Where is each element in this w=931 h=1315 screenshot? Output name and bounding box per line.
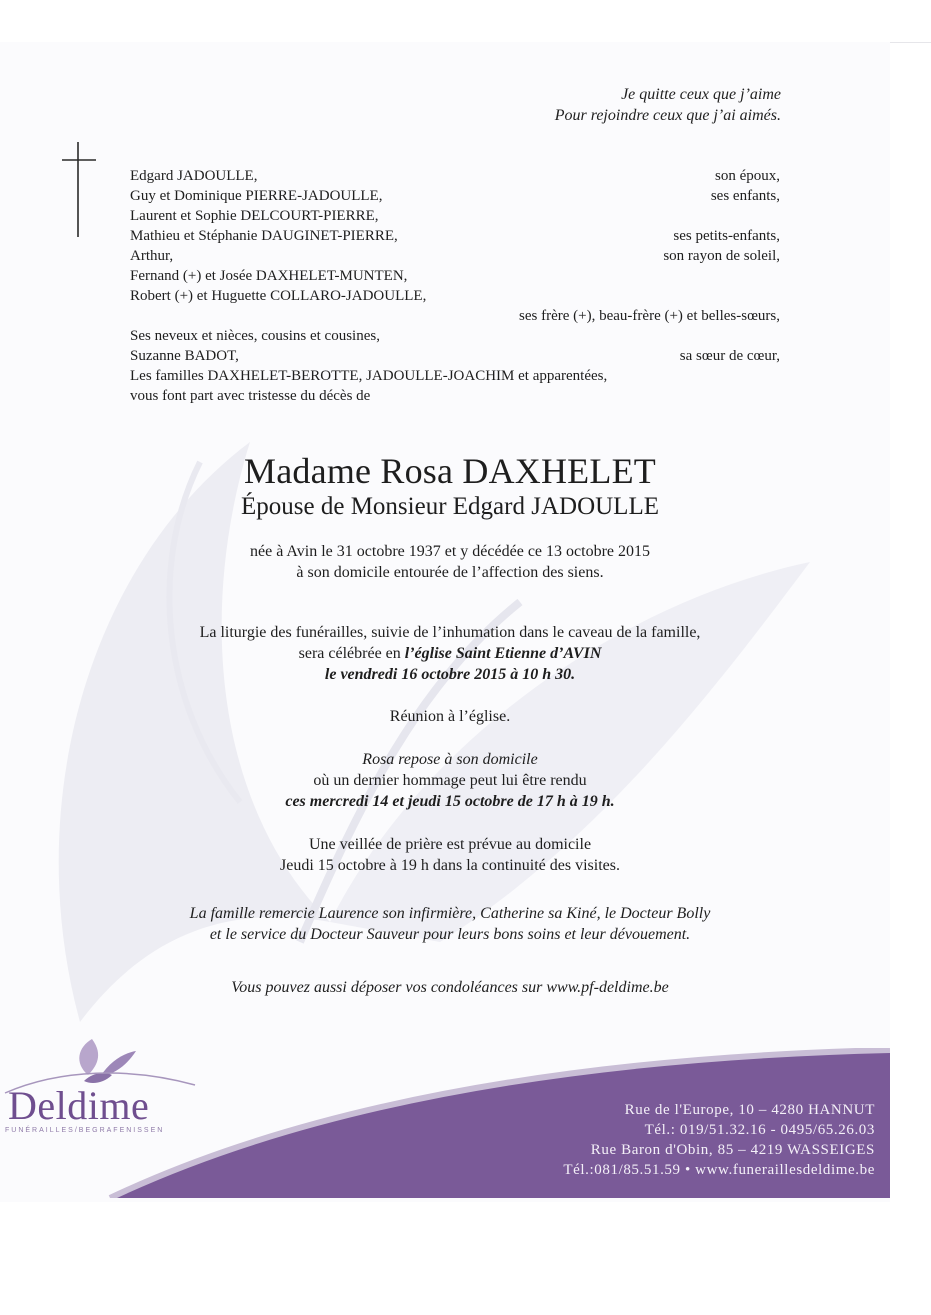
family-row: [130, 346, 780, 366]
family-row: [130, 206, 780, 226]
funeral-line-1: La liturgie des funérailles, suivie de l’inhumation dans le caveau de la famille,: [199, 624, 701, 641]
address-line: Tél.: 019/51.32.16 - 0495/65.26.03: [644, 1122, 875, 1138]
family-name: Arthur,: [130, 248, 174, 264]
family-row: [130, 186, 780, 206]
visitation-line-2: où un dernier hommage peut lui être rendu: [313, 772, 587, 789]
footer-address: [563, 1100, 875, 1180]
family-name: Ses neveux et nièces, cousins et cousines,: [130, 328, 380, 344]
funeral-line-2: [0, 643, 900, 664]
vigil-line-1: Une veillée de prière est prévue au domicile: [308, 836, 592, 853]
vigil-line-2: Jeudi 15 octobre à 19 h dans la continuité des visites.: [280, 857, 620, 874]
visitation-line-1: Rosa repose à son domicile: [362, 751, 538, 768]
family-name: Suzanne BADOT,: [130, 348, 239, 364]
family-row: [130, 166, 780, 186]
visitation-dates: ces mercredi 14 et jeudi 15 octobre de 17 h à 19 h.: [285, 793, 615, 810]
family-relation: ses petits-enfants,: [673, 228, 780, 244]
family-name: Robert (+) et Huguette COLLARO-JADOULLE,: [130, 288, 427, 304]
family-row: [130, 326, 780, 346]
address-line: Tél.:081/85.51.59 • www.funeraillesdeldime.be: [563, 1162, 875, 1178]
family-relation: sa sœur de cœur,: [679, 348, 780, 364]
family-name: vous font part avec tristesse du décès de: [130, 388, 371, 404]
epigraph-line: Pour rejoindre ceux que j’ai aimés.: [554, 107, 781, 124]
address-line: Rue de l'Europe, 10 – 4280 HANNUT: [624, 1102, 875, 1118]
church-name: l’église Saint Etienne d’AVIN: [404, 645, 602, 662]
meeting-line: Réunion à l’église.: [389, 708, 511, 725]
brand-tagline: FUNÉRAILLES/BEGRAFENISSEN: [5, 1127, 165, 1134]
family-name: Laurent et Sophie DELCOURT-PIERRE,: [130, 208, 379, 224]
deceased-spouse: Épouse de Monsieur Edgard JADOULLE: [241, 493, 659, 520]
family-row: [130, 246, 780, 266]
family-row: [130, 226, 780, 246]
thanks-line-1: La famille remercie Laurence son infirmière, Catherine sa Kiné, le Docteur Bolly: [189, 905, 711, 922]
scan-margin-top: [0, 0, 931, 43]
family-name: Fernand (+) et Josée DAXHELET-MUNTEN,: [130, 268, 408, 284]
death-place-line: à son domicile entourée de l’affection des siens.: [296, 564, 604, 581]
family-relation: son époux,: [715, 168, 780, 184]
family-row: [130, 386, 780, 406]
family-row: [130, 306, 780, 326]
birth-death-line: née à Avin le 31 octobre 1937 et y décédée ce 13 octobre 2015: [250, 543, 650, 560]
family-relation: ses frère (+), beau-frère (+) et belles-sœurs,: [519, 308, 780, 324]
family-name: Les familles DAXHELET-BEROTTE, JADOULLE-JOACHIM et apparentées,: [130, 368, 608, 384]
epigraph-line: Je quitte ceux que j’aime: [621, 86, 781, 103]
epigraph: [555, 84, 781, 126]
family-name: Edgard JADOULLE,: [130, 168, 258, 184]
family-relation: son rayon de soleil,: [663, 248, 780, 264]
funeral-line-2-prefix: sera célébrée en: [298, 645, 405, 662]
family-row: [130, 286, 780, 306]
family-name: Mathieu et Stéphanie DAUGINET-PIERRE,: [130, 228, 398, 244]
brand-name: Deldime: [8, 1083, 150, 1128]
family-name: Guy et Dominique PIERRE-JADOULLE,: [130, 188, 383, 204]
thanks-line-2: et le service du Docteur Sauveur pour leurs bons soins et leur dévouement.: [209, 926, 691, 943]
family-row: [130, 266, 780, 286]
deceased-name: Madame Rosa DAXHELET: [244, 451, 656, 491]
family-row: [130, 366, 780, 386]
condolences-line: Vous pouvez aussi déposer vos condoléances sur www.pf-deldime.be: [231, 979, 669, 996]
family-relation: ses enfants,: [710, 188, 780, 204]
cross-icon: [60, 142, 100, 237]
funeral-date: le vendredi 16 octobre 2015 à 10 h 30.: [324, 666, 576, 683]
address-line: Rue Baron d'Obin, 85 – 4219 WASSEIGES: [590, 1142, 875, 1158]
